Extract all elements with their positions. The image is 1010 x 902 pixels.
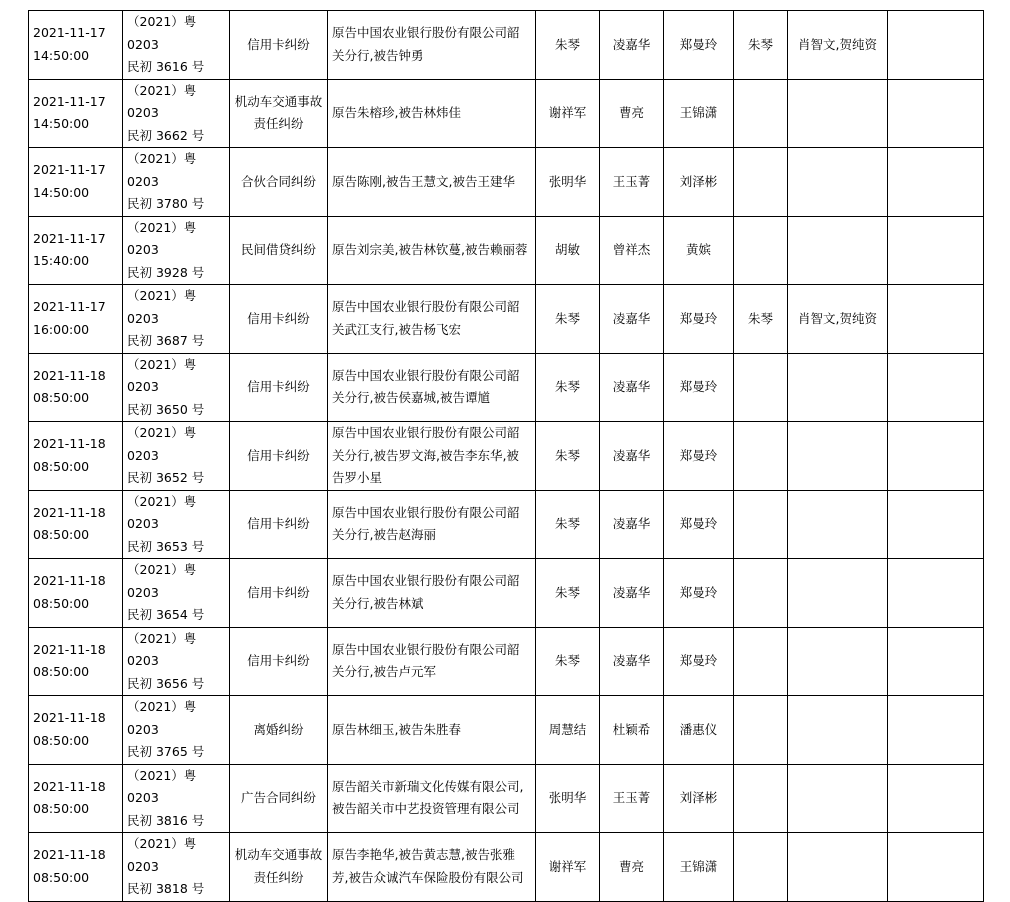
case-number-prefix: （2021）粤0203 <box>127 82 197 120</box>
table-row <box>29 353 984 422</box>
case-number-suffix: 民初 3780 号 <box>127 196 205 211</box>
blank-cell <box>888 559 984 628</box>
case-number-prefix: （2021）粤0203 <box>127 14 197 52</box>
clerk-name: 郑曼玲 <box>679 516 718 531</box>
juror-name: 凌嘉华 <box>612 584 651 600</box>
extra-jurors-cell <box>788 422 888 491</box>
hearing-datetime-cell <box>29 148 123 217</box>
extra-jurors-cell <box>788 79 888 148</box>
case-cause-cell <box>230 764 328 833</box>
judge-name: 朱琴 <box>554 653 580 668</box>
case-number-prefix: （2021）粤0203 <box>127 630 197 668</box>
case-number-prefix: （2021）粤0203 <box>127 288 197 326</box>
clerk-name: 黄嫔 <box>685 242 711 257</box>
judge-cell <box>536 696 600 765</box>
case-number-cell <box>123 79 230 148</box>
clerk-name: 郑曼玲 <box>679 653 718 668</box>
case-number-suffix: 民初 3816 号 <box>127 812 205 828</box>
case-number-cell <box>123 353 230 422</box>
clerk-name: 郑曼玲 <box>679 36 718 52</box>
parties-text: 原告中国农业银行股份有限公司韶关分行,被告罗文海,被告李东华,被告罗小星 <box>332 425 520 485</box>
case-cause: 离婚纠纷 <box>253 721 304 737</box>
extra-jurors-names: 肖智文,贺纯资 <box>798 310 877 326</box>
clerk-cell <box>664 285 734 354</box>
judge-name: 朱琴 <box>554 310 580 326</box>
case-number-suffix: 民初 3654 号 <box>127 607 205 622</box>
hearing-datetime-cell <box>29 764 123 833</box>
case-cause: 信用卡纠纷 <box>247 516 310 531</box>
hearing-date: 2021-11-18 <box>33 436 106 452</box>
hearing-date: 2021-11-17 <box>33 25 106 41</box>
hearing-schedule-table <box>28 10 984 902</box>
judge-cell <box>536 559 600 628</box>
case-cause-cell <box>230 79 328 148</box>
extra-jurors-cell <box>788 353 888 422</box>
hearing-datetime-cell <box>29 353 123 422</box>
extra-judge-cell <box>734 353 788 422</box>
parties-cell <box>328 11 536 80</box>
hearing-date: 2021-11-18 <box>33 367 106 383</box>
clerk-name: 郑曼玲 <box>679 310 718 326</box>
case-cause: 信用卡纠纷 <box>247 653 310 668</box>
clerk-cell <box>664 353 734 422</box>
table-row <box>29 11 984 80</box>
hearing-time: 08:50:00 <box>33 527 90 543</box>
hearing-time: 14:50:00 <box>33 184 90 200</box>
case-cause-cell <box>230 627 328 696</box>
clerk-cell <box>664 559 734 628</box>
hearing-datetime-cell <box>29 79 123 148</box>
case-number-cell <box>123 696 230 765</box>
case-cause: 信用卡纠纷 <box>247 379 310 394</box>
hearing-datetime-cell <box>29 627 123 696</box>
hearing-date: 2021-11-18 <box>33 641 106 657</box>
extra-judge-cell <box>734 79 788 148</box>
table-row <box>29 696 984 765</box>
case-number-prefix: （2021）粤0203 <box>127 219 197 257</box>
parties-text: 原告中国农业银行股份有限公司韶关分行,被告赵海丽 <box>332 504 520 543</box>
case-number-suffix: 民初 3928 号 <box>127 264 205 280</box>
case-cause: 广告合同纠纷 <box>240 790 316 805</box>
judge-cell <box>536 627 600 696</box>
table-row <box>29 559 984 628</box>
clerk-cell <box>664 11 734 80</box>
judge-cell <box>536 764 600 833</box>
juror-cell <box>600 216 664 285</box>
parties-text: 原告林细玉,被告朱胜春 <box>332 721 461 737</box>
juror-cell <box>600 11 664 80</box>
case-cause: 信用卡纠纷 <box>247 310 310 326</box>
judge-name: 胡敏 <box>554 242 580 257</box>
blank-cell <box>888 353 984 422</box>
judge-name: 张明华 <box>548 173 587 189</box>
table-row <box>29 216 984 285</box>
hearing-date: 2021-11-18 <box>33 778 106 794</box>
judge-cell <box>536 490 600 559</box>
hearing-datetime-cell <box>29 11 123 80</box>
case-number-prefix: （2021）粤0203 <box>127 836 197 874</box>
judge-name: 朱琴 <box>554 447 580 463</box>
hearing-time: 08:50:00 <box>33 869 90 885</box>
extra-judge-name: 朱琴 <box>747 310 773 326</box>
case-number-cell <box>123 833 230 902</box>
case-number-cell <box>123 490 230 559</box>
parties-cell <box>328 696 536 765</box>
case-number-suffix: 民初 3652 号 <box>127 470 205 485</box>
extra-judge-cell <box>734 559 788 628</box>
extra-jurors-cell <box>788 148 888 217</box>
parties-text: 原告中国农业银行股份有限公司韶关分行,被告钟勇 <box>332 25 520 63</box>
judge-name: 朱琴 <box>554 379 580 394</box>
table-row <box>29 490 984 559</box>
case-cause-cell <box>230 285 328 354</box>
extra-jurors-cell <box>788 285 888 354</box>
case-number-cell <box>123 148 230 217</box>
clerk-name: 郑曼玲 <box>679 447 718 463</box>
table-row <box>29 148 984 217</box>
blank-cell <box>888 696 984 765</box>
hearing-datetime-cell <box>29 696 123 765</box>
parties-cell <box>328 353 536 422</box>
juror-name: 曹亮 <box>618 858 644 874</box>
juror-name: 曾祥杰 <box>612 242 651 257</box>
blank-cell <box>888 627 984 696</box>
judge-cell <box>536 79 600 148</box>
juror-cell <box>600 148 664 217</box>
case-number-cell <box>123 216 230 285</box>
clerk-cell <box>664 627 734 696</box>
case-number-prefix: （2021）粤0203 <box>127 767 197 805</box>
blank-cell <box>888 764 984 833</box>
juror-cell <box>600 422 664 491</box>
extra-jurors-cell <box>788 833 888 902</box>
extra-judge-cell <box>734 148 788 217</box>
case-cause-cell <box>230 11 328 80</box>
case-number-cell <box>123 11 230 80</box>
parties-cell <box>328 490 536 559</box>
clerk-name: 王锦潇 <box>679 858 718 874</box>
hearing-time: 14:50:00 <box>33 47 90 63</box>
juror-cell <box>600 490 664 559</box>
hearing-date: 2021-11-18 <box>33 504 106 520</box>
extra-jurors-cell <box>788 696 888 765</box>
juror-name: 王玉菁 <box>612 790 651 805</box>
parties-text: 原告李艳华,被告黄志慧,被告张雅芳,被告众诚汽车保险股份有限公司 <box>332 847 524 885</box>
case-number-prefix: （2021）粤0203 <box>127 493 197 531</box>
clerk-cell <box>664 833 734 902</box>
case-number-suffix: 民初 3650 号 <box>127 401 205 417</box>
parties-cell <box>328 216 536 285</box>
juror-name: 杜颖希 <box>612 721 651 737</box>
judge-name: 朱琴 <box>554 584 580 600</box>
judge-cell <box>536 285 600 354</box>
table-row <box>29 833 984 902</box>
case-cause-cell <box>230 559 328 628</box>
judge-name: 谢祥军 <box>548 858 587 874</box>
case-cause: 民间借贷纠纷 <box>240 242 316 257</box>
judge-cell <box>536 11 600 80</box>
hearing-time: 08:50:00 <box>33 390 90 406</box>
case-number-prefix: （2021）粤0203 <box>127 356 197 394</box>
hearing-time: 16:00:00 <box>33 321 90 337</box>
hearing-time: 08:50:00 <box>33 595 90 611</box>
juror-name: 凌嘉华 <box>612 653 651 668</box>
blank-cell <box>888 422 984 491</box>
case-number-cell <box>123 764 230 833</box>
juror-name: 凌嘉华 <box>612 36 651 52</box>
hearing-date: 2021-11-17 <box>33 299 106 315</box>
parties-text: 原告中国农业银行股份有限公司韶关分行,被告林斌 <box>332 573 520 611</box>
clerk-name: 刘泽彬 <box>679 173 718 189</box>
hearing-date: 2021-11-17 <box>33 162 106 178</box>
juror-cell <box>600 285 664 354</box>
table-row <box>29 627 984 696</box>
parties-cell <box>328 559 536 628</box>
case-cause: 合伙合同纠纷 <box>240 173 316 189</box>
juror-cell <box>600 353 664 422</box>
case-number-cell <box>123 422 230 491</box>
case-number-suffix: 民初 3662 号 <box>127 127 205 143</box>
clerk-cell <box>664 216 734 285</box>
case-cause-cell <box>230 833 328 902</box>
judge-cell <box>536 353 600 422</box>
hearing-time: 08:50:00 <box>33 732 90 748</box>
table-row <box>29 422 984 491</box>
extra-judge-cell <box>734 627 788 696</box>
clerk-cell <box>664 148 734 217</box>
juror-cell <box>600 764 664 833</box>
extra-judge-cell <box>734 11 788 80</box>
juror-cell <box>600 559 664 628</box>
juror-name: 凌嘉华 <box>612 310 651 326</box>
case-number-prefix: （2021）粤0203 <box>127 699 197 737</box>
clerk-cell <box>664 79 734 148</box>
extra-jurors-names: 肖智文,贺纯资 <box>798 36 877 52</box>
hearing-time: 08:50:00 <box>33 664 90 680</box>
hearing-datetime-cell <box>29 559 123 628</box>
parties-text: 原告中国农业银行股份有限公司韶关分行,被告侯嘉城,被告谭馗 <box>332 367 520 406</box>
case-number-prefix: （2021）粤0203 <box>127 151 197 189</box>
parties-text: 原告朱榕珍,被告林炜佳 <box>332 105 461 120</box>
parties-text: 原告刘宗美,被告林钦蔓,被告赖丽蓉 <box>332 242 528 257</box>
judge-name: 朱琴 <box>554 516 580 531</box>
clerk-cell <box>664 422 734 491</box>
extra-judge-cell <box>734 285 788 354</box>
clerk-name: 郑曼玲 <box>679 584 718 600</box>
hearing-datetime-cell <box>29 285 123 354</box>
judge-cell <box>536 216 600 285</box>
judge-name: 谢祥军 <box>548 105 587 120</box>
blank-cell <box>888 79 984 148</box>
extra-judge-cell <box>734 696 788 765</box>
parties-text: 原告中国农业银行股份有限公司韶关武江支行,被告杨飞宏 <box>332 299 520 337</box>
clerk-name: 潘惠仪 <box>679 721 718 737</box>
case-cause-cell <box>230 216 328 285</box>
judge-name: 朱琴 <box>554 36 580 52</box>
hearing-datetime-cell <box>29 216 123 285</box>
case-cause: 信用卡纠纷 <box>247 36 310 52</box>
parties-text: 原告中国农业银行股份有限公司韶关分行,被告卢元军 <box>332 641 520 680</box>
extra-jurors-cell <box>788 764 888 833</box>
clerk-name: 王锦潇 <box>679 105 718 120</box>
case-cause-cell <box>230 353 328 422</box>
case-number-prefix: （2021）粤0203 <box>127 562 197 600</box>
judge-name: 周慧结 <box>548 721 587 737</box>
juror-name: 凌嘉华 <box>612 447 651 463</box>
extra-judge-cell <box>734 833 788 902</box>
clerk-cell <box>664 696 734 765</box>
hearing-time: 08:50:00 <box>33 801 90 817</box>
parties-cell <box>328 764 536 833</box>
parties-cell <box>328 148 536 217</box>
juror-name: 曹亮 <box>618 105 644 120</box>
hearing-date: 2021-11-18 <box>33 573 106 589</box>
parties-cell <box>328 79 536 148</box>
hearing-datetime-cell <box>29 833 123 902</box>
case-cause-cell <box>230 148 328 217</box>
judge-cell <box>536 833 600 902</box>
juror-cell <box>600 79 664 148</box>
juror-name: 凌嘉华 <box>612 379 651 394</box>
parties-text: 原告陈刚,被告王慧文,被告王建华 <box>332 173 515 189</box>
extra-jurors-cell <box>788 11 888 80</box>
extra-jurors-cell <box>788 559 888 628</box>
extra-jurors-cell <box>788 490 888 559</box>
case-cause-cell <box>230 422 328 491</box>
case-number-cell <box>123 285 230 354</box>
table-row <box>29 285 984 354</box>
clerk-cell <box>664 764 734 833</box>
hearing-date: 2021-11-17 <box>33 93 106 109</box>
case-cause: 信用卡纠纷 <box>247 584 310 600</box>
juror-name: 王玉菁 <box>612 173 651 189</box>
hearing-date: 2021-11-18 <box>33 847 106 863</box>
blank-cell <box>888 148 984 217</box>
extra-judge-cell <box>734 422 788 491</box>
extra-judge-name: 朱琴 <box>747 36 773 52</box>
hearing-time: 14:50:00 <box>33 116 90 132</box>
juror-cell <box>600 833 664 902</box>
table-row <box>29 764 984 833</box>
clerk-name: 刘泽彬 <box>679 790 718 805</box>
juror-cell <box>600 696 664 765</box>
judge-name: 张明华 <box>548 790 587 805</box>
blank-cell <box>888 216 984 285</box>
case-cause-cell <box>230 696 328 765</box>
case-number-suffix: 民初 3818 号 <box>127 881 205 896</box>
juror-cell <box>600 627 664 696</box>
blank-cell <box>888 490 984 559</box>
clerk-cell <box>664 490 734 559</box>
table-body <box>29 11 984 902</box>
case-number-suffix: 民初 3687 号 <box>127 333 205 348</box>
case-cause-cell <box>230 490 328 559</box>
parties-cell <box>328 285 536 354</box>
hearing-datetime-cell <box>29 422 123 491</box>
case-cause: 机动车交通事故责任纠纷 <box>234 93 323 132</box>
case-cause: 信用卡纠纷 <box>247 447 310 463</box>
parties-cell <box>328 422 536 491</box>
case-number-suffix: 民初 3616 号 <box>127 59 205 74</box>
extra-judge-cell <box>734 490 788 559</box>
judge-cell <box>536 422 600 491</box>
parties-cell <box>328 833 536 902</box>
extra-jurors-cell <box>788 216 888 285</box>
hearing-datetime-cell <box>29 490 123 559</box>
blank-cell <box>888 285 984 354</box>
case-number-suffix: 民初 3765 号 <box>127 744 205 759</box>
case-cause: 机动车交通事故责任纠纷 <box>234 847 323 885</box>
hearing-date: 2021-11-17 <box>33 230 106 246</box>
extra-judge-cell <box>734 764 788 833</box>
case-number-cell <box>123 559 230 628</box>
hearing-time: 15:40:00 <box>33 253 90 269</box>
table-row <box>29 79 984 148</box>
judge-cell <box>536 148 600 217</box>
hearing-time: 08:50:00 <box>33 458 90 474</box>
extra-jurors-cell <box>788 627 888 696</box>
case-number-suffix: 民初 3656 号 <box>127 675 205 691</box>
juror-name: 凌嘉华 <box>612 516 651 531</box>
clerk-name: 郑曼玲 <box>679 379 718 394</box>
case-number-suffix: 民初 3653 号 <box>127 538 205 554</box>
blank-cell <box>888 11 984 80</box>
blank-cell <box>888 833 984 902</box>
hearing-date: 2021-11-18 <box>33 710 106 726</box>
parties-text: 原告韶关市新瑞文化传媒有限公司,被告韶关市中艺投资管理有限公司 <box>332 778 524 817</box>
parties-cell <box>328 627 536 696</box>
extra-judge-cell <box>734 216 788 285</box>
case-number-cell <box>123 627 230 696</box>
case-number-prefix: （2021）粤0203 <box>127 425 197 463</box>
